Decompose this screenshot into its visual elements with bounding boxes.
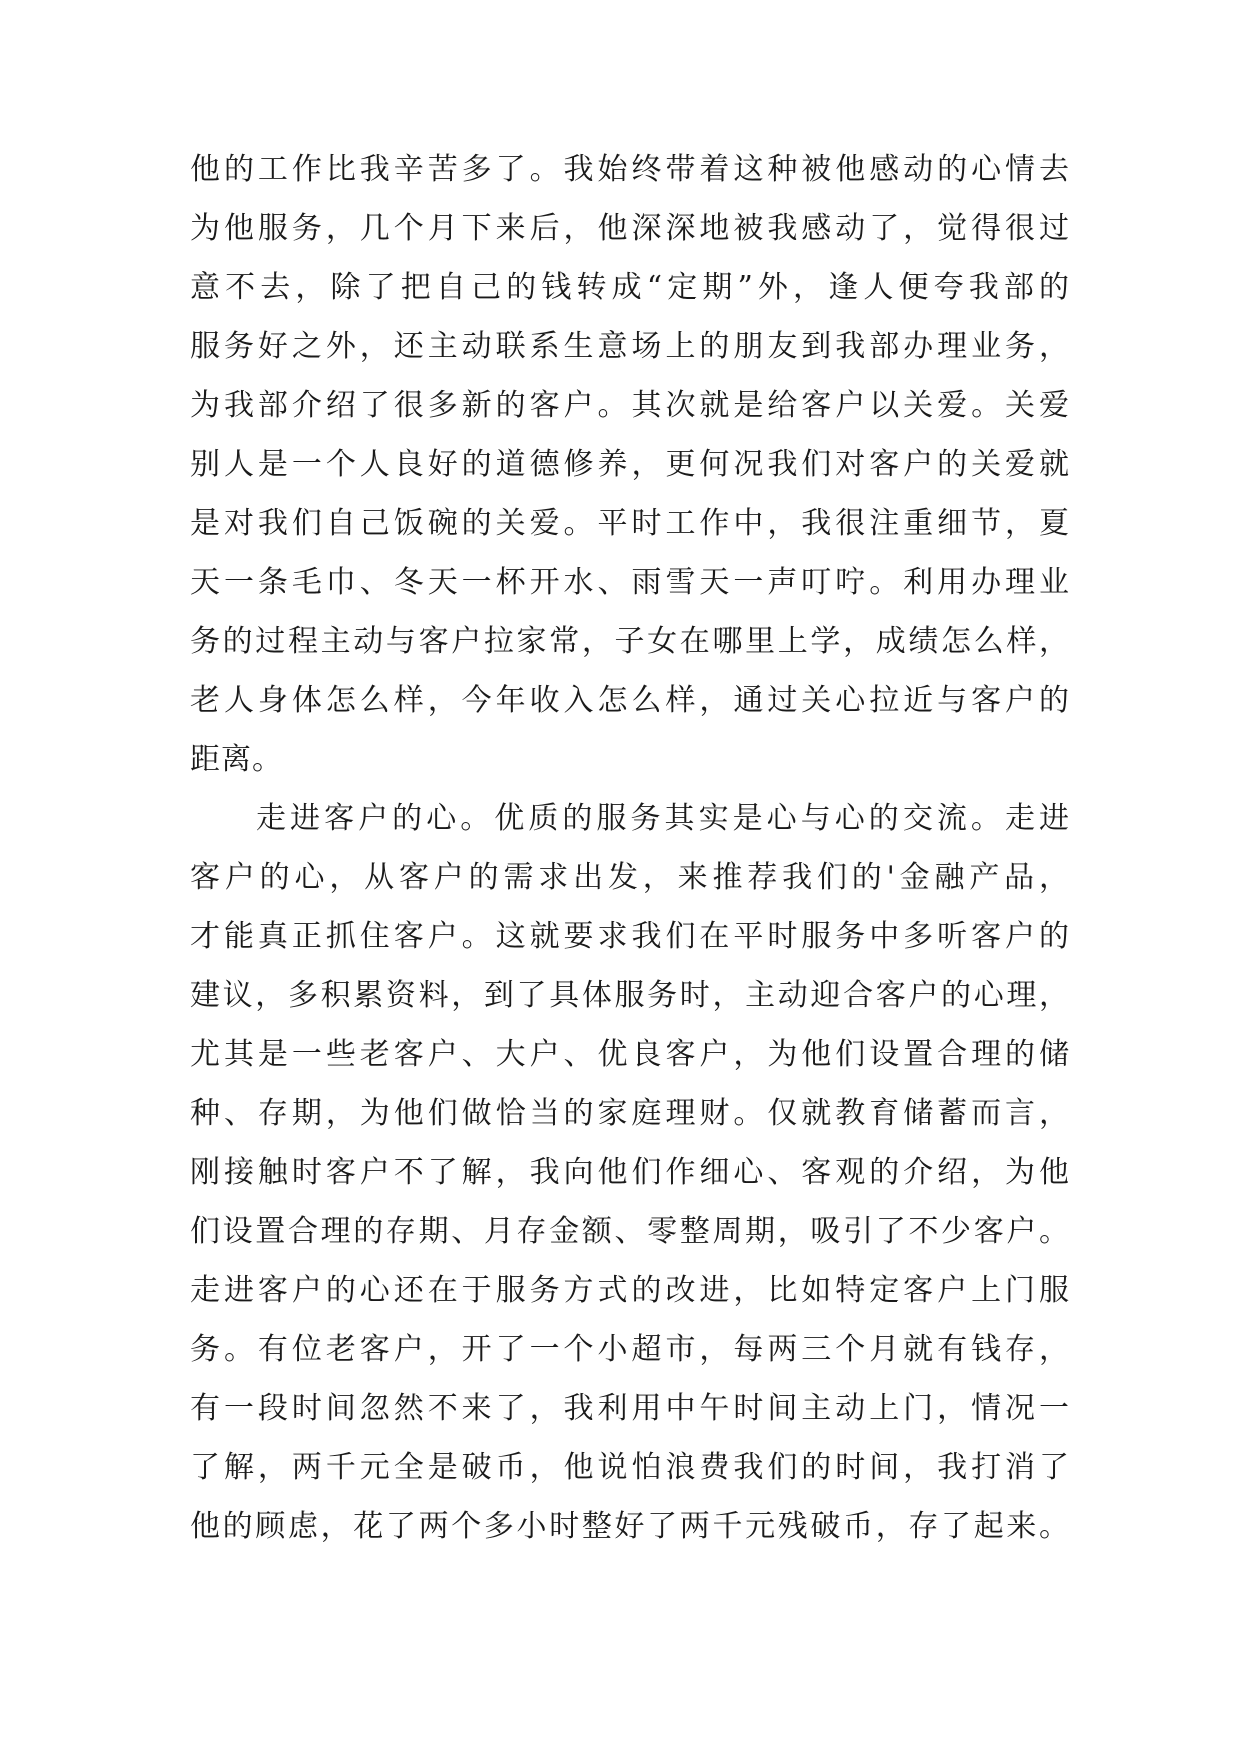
text-line: 为我部介绍了很多新的客户。其次就是给客户以关爱。关爱 (190, 388, 1070, 423)
text-line: 们设置合理的存期、月存金额、零整周期，吸引了不少客户。 (190, 1214, 1070, 1249)
text-line: 走进客户的心还在于服务方式的改进，比如特定客户上门服 (190, 1273, 1070, 1308)
text-line: 他的工作比我辛苦多了。我始终带着这种被他感动的心情去 (190, 152, 1070, 187)
text-line: 有一段时间忽然不来了，我利用中午时间主动上门，情况一 (190, 1391, 1070, 1426)
text-line: 走进客户的心。优质的服务其实是心与心的交流。走进 (256, 801, 1070, 836)
text-line: 服务好之外，还主动联系生意场上的朋友到我部办理业务， (190, 329, 1070, 364)
text-line: 天一条毛巾、冬天一杯开水、雨雪天一声叮咛。利用办理业 (190, 565, 1070, 600)
text-line: 建议，多积累资料，到了具体服务时，主动迎合客户的心理， (190, 978, 1070, 1013)
text-line: 刚接触时客户不了解，我向他们作细心、客观的介绍，为他 (190, 1155, 1070, 1190)
text-line: 种、存期，为他们做恰当的家庭理财。仅就教育储蓄而言， (190, 1096, 1070, 1131)
body-text (190, 140, 1070, 1556)
text-line: 才能真正抓住客户。这就要求我们在平时服务中多听客户的 (190, 919, 1070, 954)
text-line: 距离。 (190, 742, 283, 777)
text-line: 别人是一个人良好的道德修养，更何况我们对客户的关爱就 (190, 447, 1070, 482)
text-line: 意不去，除了把自己的钱转成“定期”外，逢人便夸我部的 (190, 270, 1070, 305)
text-line: 他的顾虑，花了两个多小时整好了两千元残破币，存了起来。 (190, 1509, 1070, 1544)
text-line: 了解，两千元全是破币，他说怕浪费我们的时间，我打消了 (190, 1450, 1070, 1485)
text-line: 为他服务，几个月下来后，他深深地被我感动了，觉得很过 (190, 211, 1070, 246)
text-line: 老人身体怎么样，今年收入怎么样，通过关心拉近与客户的 (190, 683, 1070, 718)
text-line: 务的过程主动与客户拉家常，子女在哪里上学，成绩怎么样， (190, 624, 1070, 659)
text-line: 客户的心，从客户的需求出发，来推荐我们的'金融产品， (190, 860, 1070, 895)
text-line: 是对我们自己饭碗的关爱。平时工作中，我很注重细节，夏 (190, 506, 1070, 541)
text-line: 尤其是一些老客户、大户、优良客户，为他们设置合理的储 (190, 1037, 1070, 1072)
text-line: 务。有位老客户，开了一个小超市，每两三个月就有钱存， (190, 1332, 1070, 1367)
